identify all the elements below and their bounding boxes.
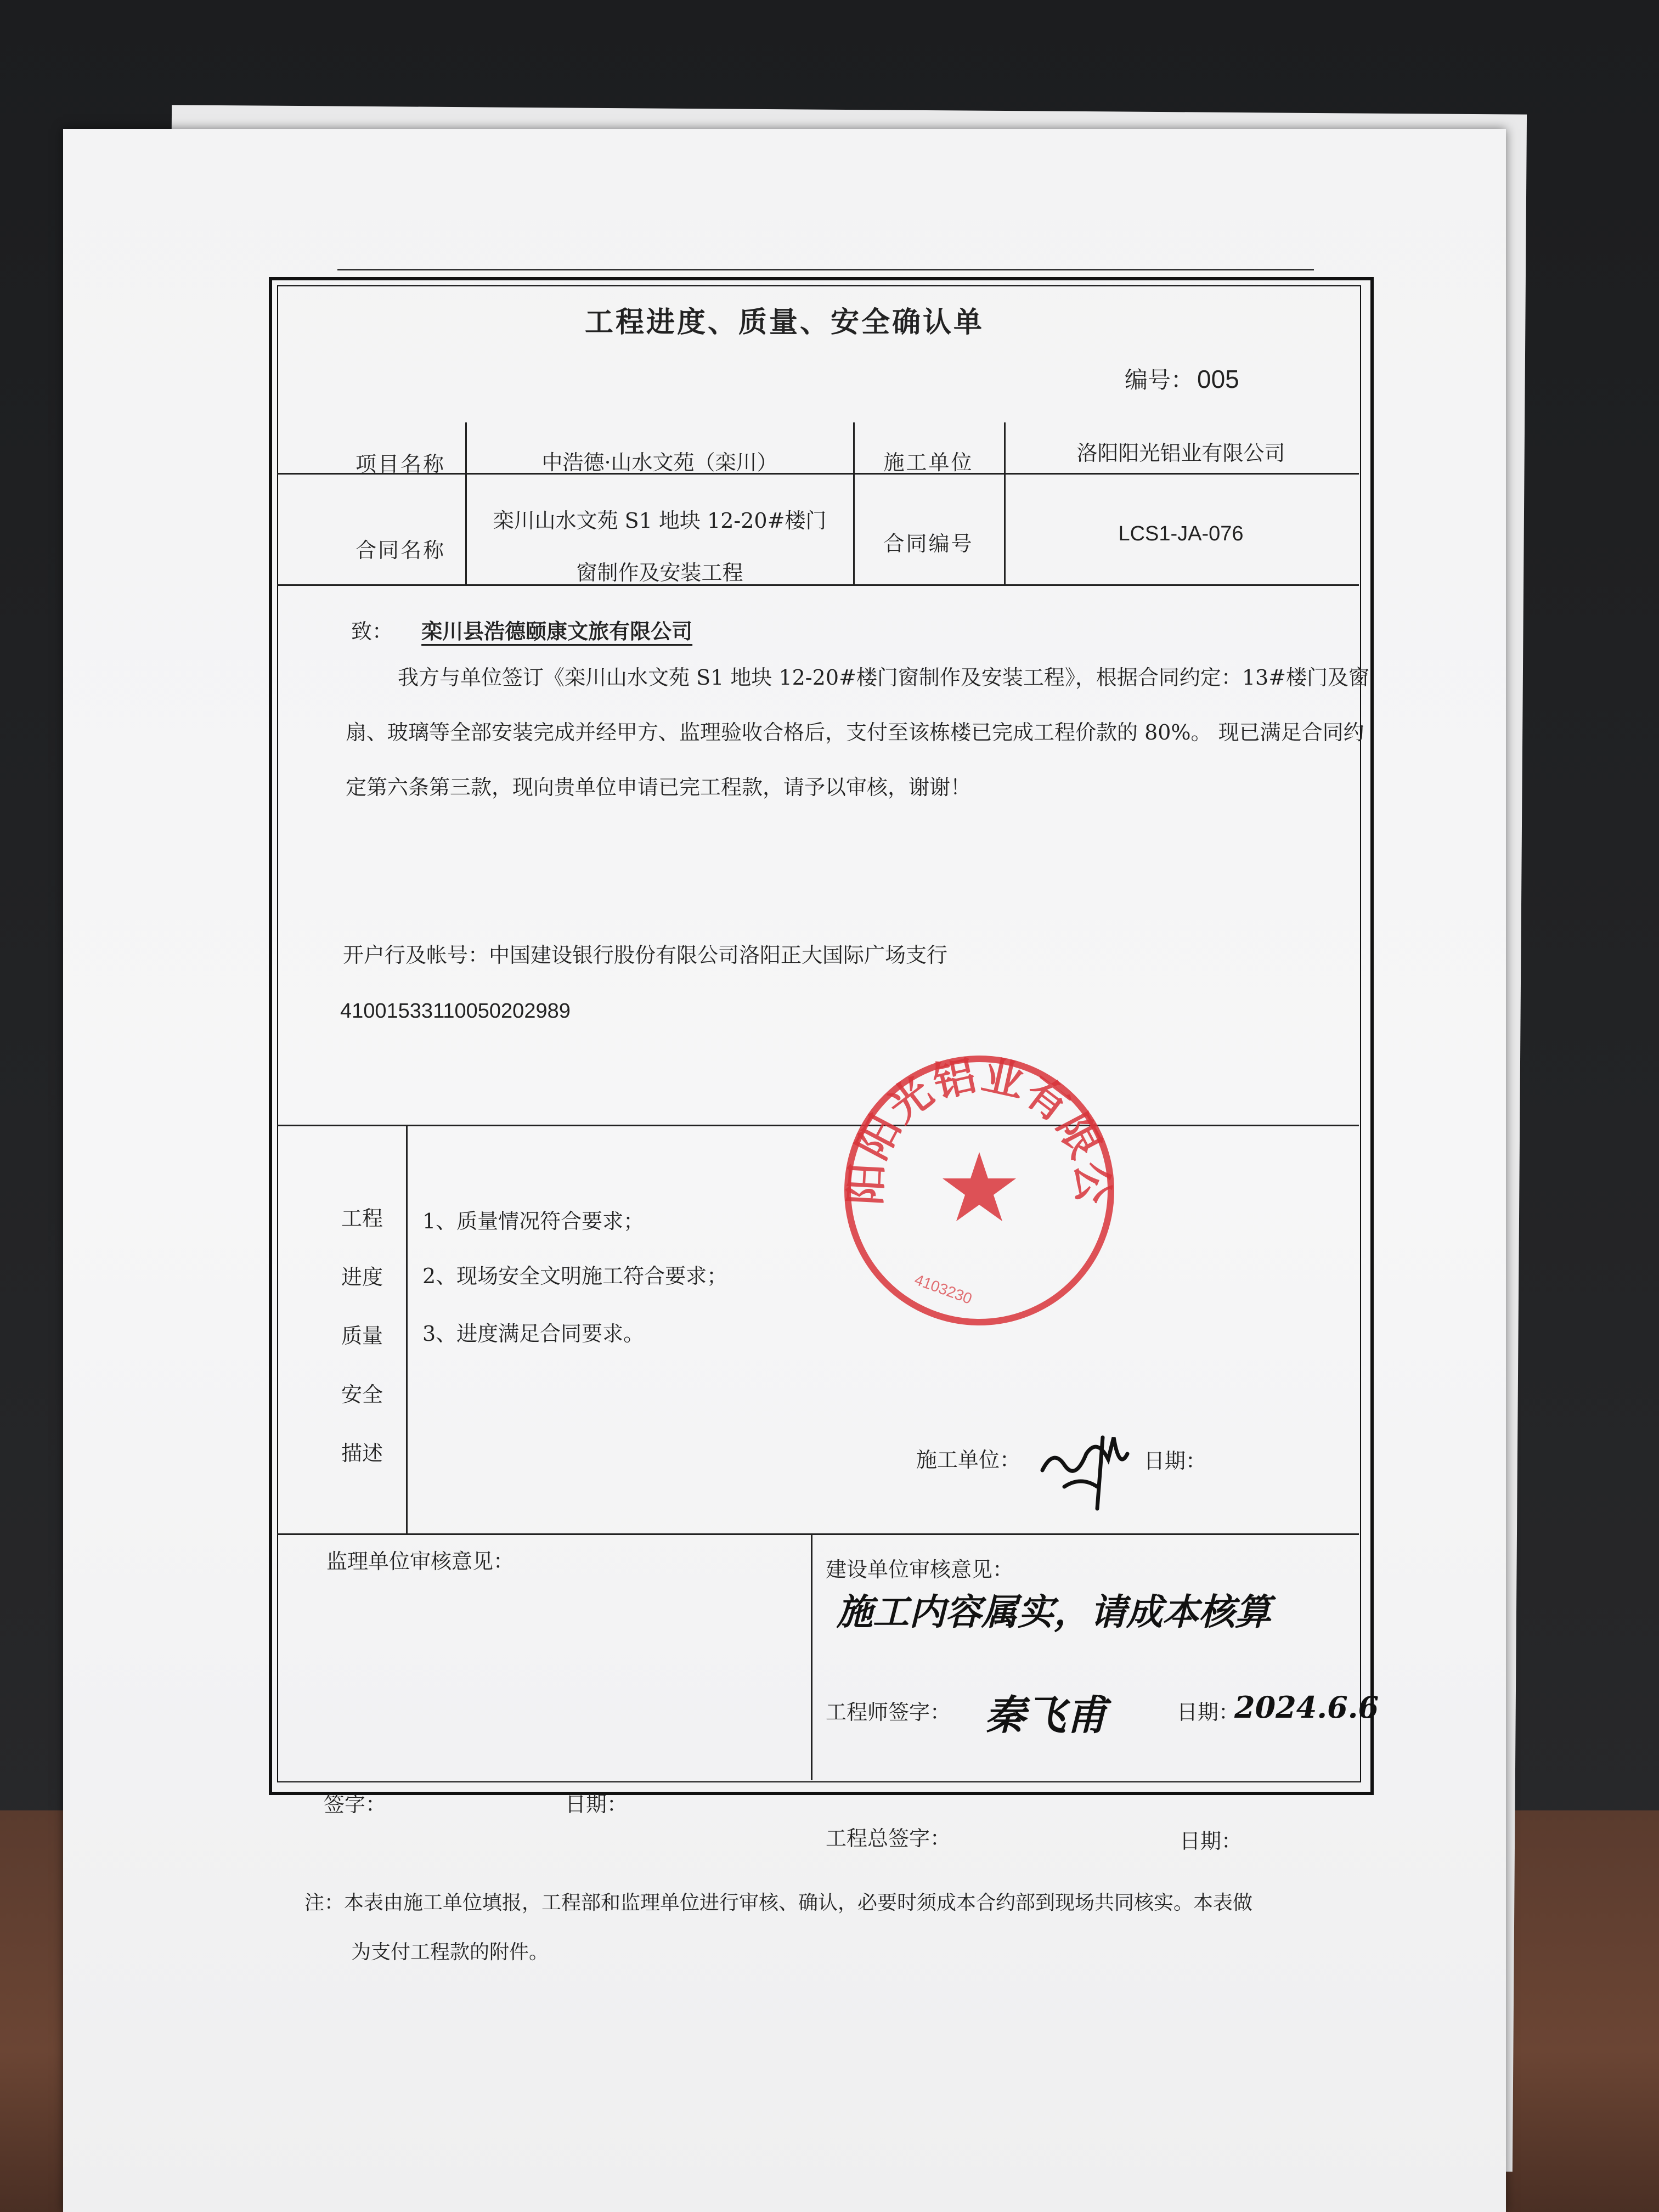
side-label-1: 工程 — [341, 1206, 383, 1231]
header-rule — [337, 269, 1314, 270]
owner-date-label: 日期： — [1177, 1700, 1240, 1724]
letter-body: 我方与单位签订《栾川山水文苑 S1 地块 12-20#楼门窗制作及安装工程》，根据合同约定：13#楼门及窗扇、玻璃等全部安装完成并经甲方、监理验收合格后，支付至该栋楼已完成工程价款的 80%。 现已满足合同约定第六条第三款，现向贵单位申请已完工程款，请予以审核，谢谢！ — [346, 665, 1370, 799]
side-label-5: 描述 — [341, 1441, 383, 1465]
serial-value: 005 — [1197, 365, 1239, 393]
page-title: 工程进度、质量、安全确认单 — [584, 306, 984, 339]
description-item-1: 1、质量情况符合要求； — [422, 1209, 645, 1233]
footnote-line-1: 注：本表由施工单位填报，工程部和监理单位进行审核、确认，必要时须成本合约部到现场共同核实。本表做 — [304, 1892, 1253, 1914]
contract-no-label: 合同编号 — [883, 532, 974, 556]
chief-date-label: 日期： — [1180, 1829, 1243, 1853]
chief-sign-label: 工程总签字： — [826, 1826, 951, 1850]
engineer-sign-label: 工程师签字： — [826, 1700, 951, 1724]
description-item-2: 2、现场安全文明施工符合要求； — [422, 1264, 728, 1288]
seal-code: 4103230 — [912, 1271, 974, 1307]
to-label: 致： — [351, 619, 393, 644]
star-icon — [943, 1152, 1016, 1221]
contract-no-value: LCS1-JA-076 — [1118, 522, 1244, 545]
contract-name-line2: 窗制作及安装工程 — [576, 561, 743, 585]
bank-name: 中国建设银行股份有限公司洛阳正大国际广场支行 — [489, 943, 948, 967]
account-number: 41001533110050202989 — [340, 1000, 571, 1023]
description-item-3: 3、进度满足合同要求。 — [422, 1322, 645, 1346]
supervisor-sign-label: 签字： — [324, 1792, 387, 1816]
owner-date-value: 2024.6.6 — [1234, 1690, 1379, 1725]
letter-recipient — [351, 614, 692, 645]
supervisor-date-label: 日期： — [565, 1792, 628, 1816]
serial-label: 编号： — [1125, 366, 1194, 393]
row-divider — [277, 1533, 1359, 1535]
to-name: 栾川县浩德颐康文旅有限公司 — [421, 619, 693, 644]
contractor-label: 施工单位 — [883, 450, 974, 475]
project-name-value: 中浩德·山水文苑（栾川） — [541, 450, 778, 475]
engineer-signature: 秦飞甫 — [985, 1692, 1107, 1739]
row-divider — [277, 1125, 1359, 1126]
bank-info — [343, 938, 947, 968]
col-divider — [811, 1533, 812, 1780]
side-label-2: 进度 — [341, 1265, 383, 1289]
contractor-date-label: 日期： — [1144, 1449, 1207, 1473]
company-seal — [837, 1048, 1122, 1333]
side-label-4: 安全 — [341, 1383, 383, 1407]
owner-handwritten-opinion: 施工内容属实，请成本核算 — [837, 1590, 1271, 1633]
side-label-3: 质量 — [341, 1324, 383, 1348]
contract-name-label: 合同名称 — [355, 538, 445, 562]
project-name-label: 项目名称 — [355, 452, 445, 476]
seal-text: 阳阳光铝业有限公 — [840, 1050, 1118, 1206]
bank-label: 开户行及帐号： — [343, 943, 489, 967]
seal-graphic — [837, 1048, 1122, 1333]
contractor-value: 洛阳阳光铝业有限公司 — [1076, 441, 1285, 465]
contract-name-line1: 栾川山水文苑 S1 地块 12-20#楼门 — [493, 509, 827, 533]
supervisor-opinion-title: 监理单位审核意见： — [326, 1549, 515, 1573]
contractor-signature — [1031, 1404, 1141, 1514]
col-divider — [406, 1125, 408, 1533]
contractor-sign-label: 施工单位： — [916, 1448, 1021, 1472]
footnote-line-2: 为支付工程款的附件。 — [351, 1941, 549, 1963]
owner-opinion-title: 建设单位审核意见： — [826, 1558, 1014, 1582]
